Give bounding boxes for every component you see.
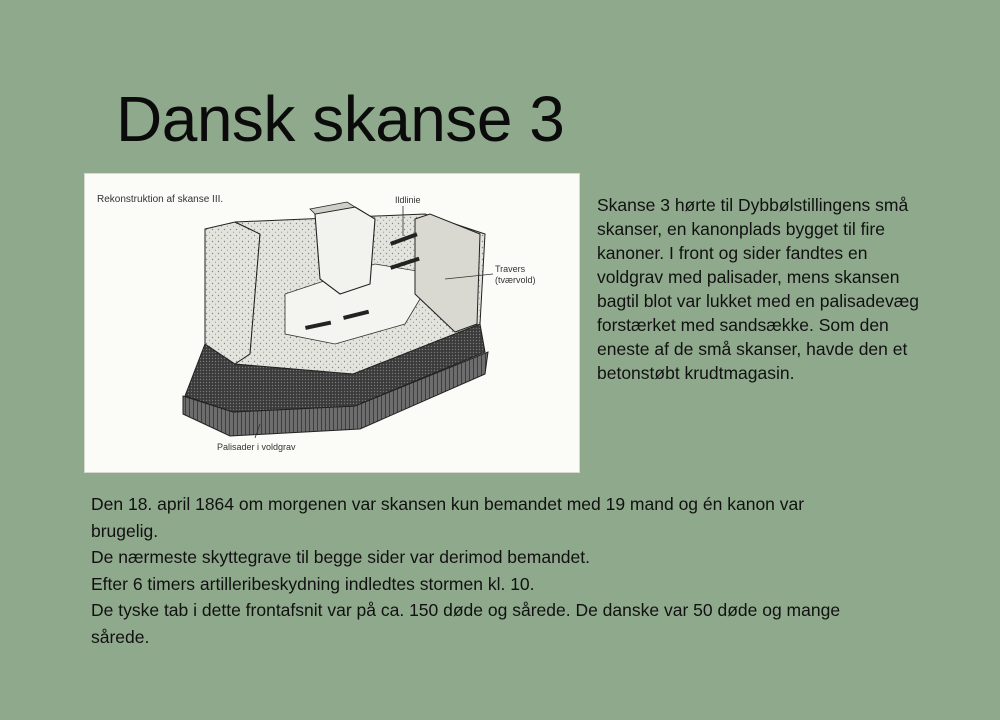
label-travers-sub: (tværvold): [495, 275, 536, 285]
fortification-drawing: [85, 174, 579, 472]
label-palisader: Palisader i voldgrav: [217, 442, 296, 452]
side-description: Skanse 3 hørte til Dybbølstillingens små skanser, en kanonplads bygget til fire kanoner. I front og sider fandtes en voldgrav med palisader, mens skansen bagtil blot var lukket med en palisadevæg forstærket med sandsække. Som den eneste af de små skanser, havde den et betonstøbt krudtmagasin.: [597, 195, 919, 383]
history-paragraph: Den 18. april 1864 om morgenen var skansen kun bemandet med 19 mand og én kanon var brugelig.: [91, 494, 805, 541]
label-ildlinie: Ildlinie: [395, 195, 421, 205]
label-travers: Travers: [495, 264, 526, 274]
reconstruction-figure: [84, 173, 580, 473]
traverse-block: [315, 207, 375, 294]
page-title: Dansk skanse 3: [116, 83, 565, 155]
history-paragraph: Efter 6 timers artilleribeskydning indledtes stormen kl. 10.: [91, 573, 535, 594]
history-paragraph: De nærmeste skyttegrave til begge sider var derimod bemandet.: [91, 547, 590, 567]
history-text: [91, 491, 871, 650]
history-paragraph: De tyske tab i dette frontafsnit var på ca. 150 døde og sårede. De danske var 50 døde og mange sårede.: [91, 600, 841, 647]
figure-caption: Rekonstruktion af skanse III.: [97, 194, 224, 205]
